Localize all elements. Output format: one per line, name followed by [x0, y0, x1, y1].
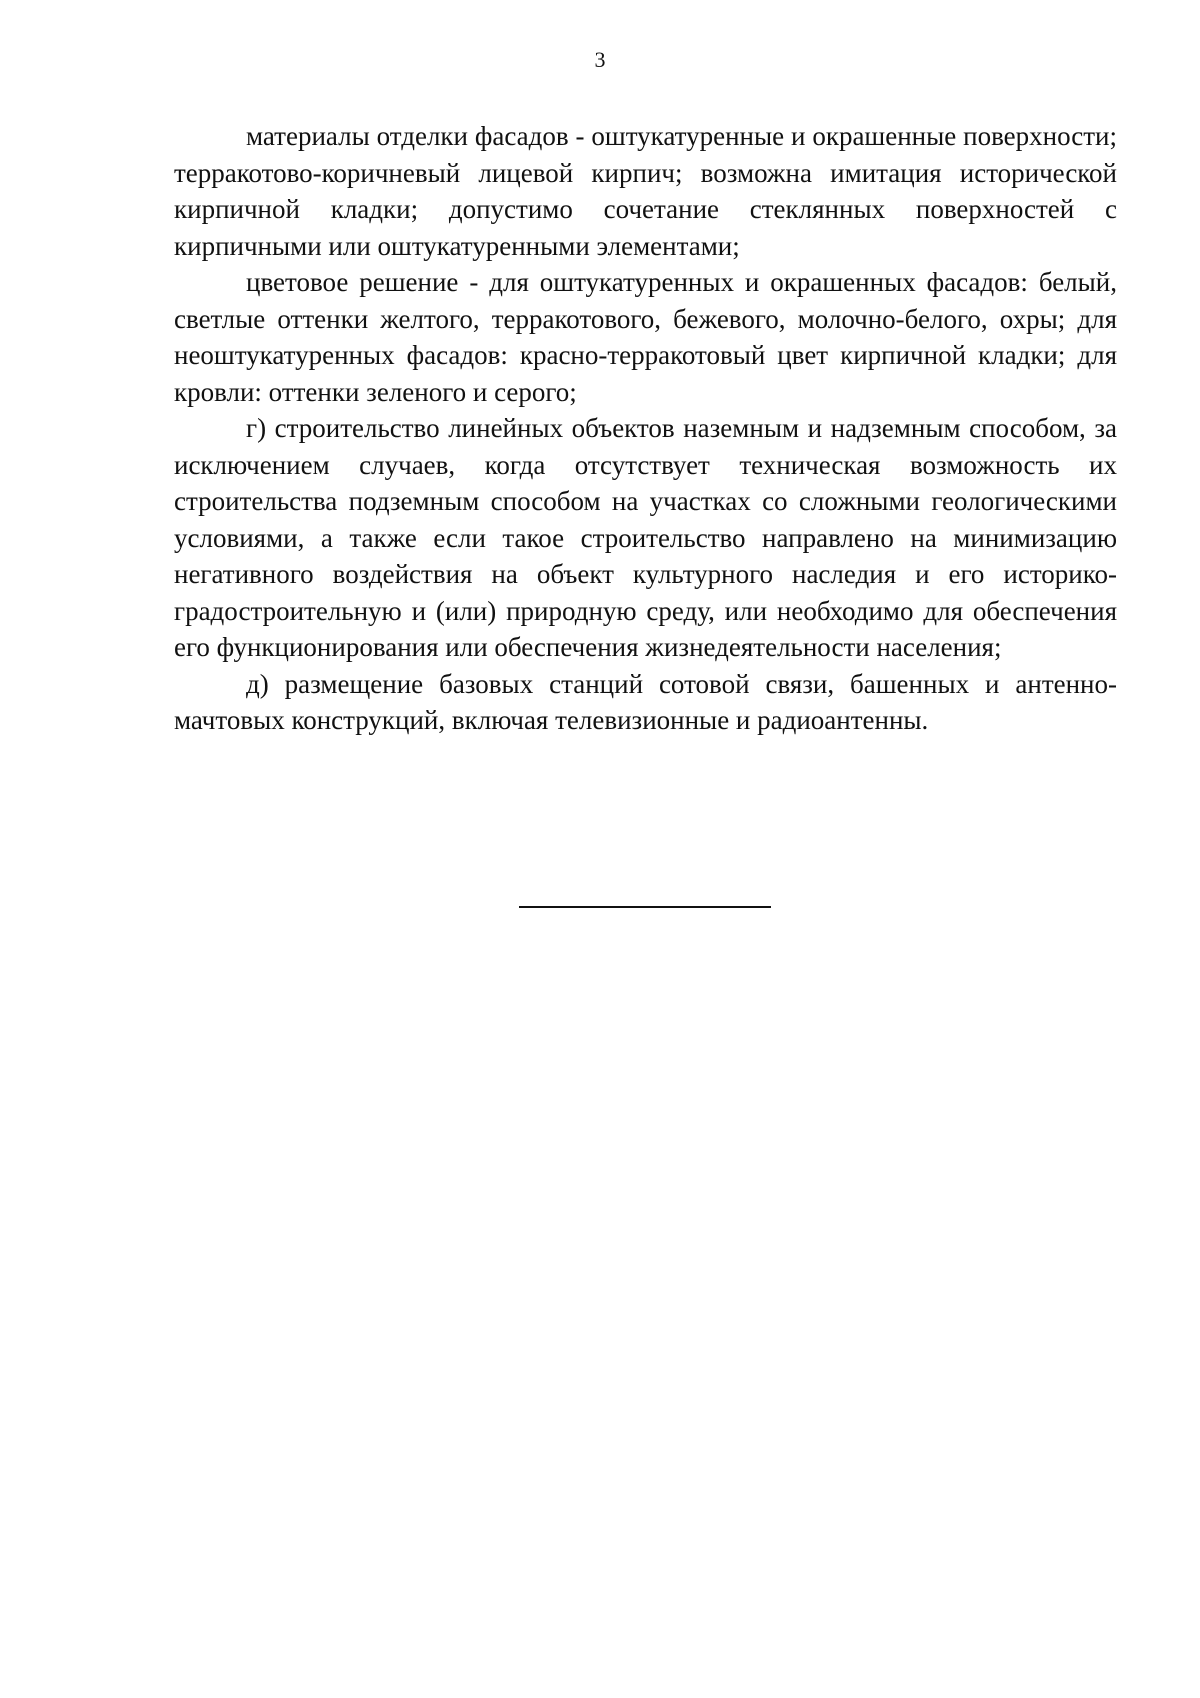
- paragraph-base-stations: д) размещение базовых станций сотовой связи, башенных и антенно-мачтовых конструкций, включая телевизионные и радиоантенны.: [174, 668, 1117, 735]
- paragraph-color-solution: цветовое решение - для оштукатуренных и окрашенных фасадов: белый, светлые оттенки желтого, терракотового, бежевого, молочно-белого, охры; для неоштукатуренных фасадов: красно-терракотовый цвет кирпичной кладки; для кровли: оттенки зеленого и серого;: [174, 267, 1117, 407]
- paragraph-facade-materials: материалы отделки фасадов - оштукатуренные и окрашенные поверхности; терракотово-коричневый лицевой кирпич; возможна имитация исторической кирпичной кладки; допустимо сочетание стеклянных поверхностей с кирпичными или оштукатуренными элементами;: [174, 121, 1117, 261]
- end-divider: [519, 906, 771, 908]
- paragraph-linear-objects: г) строительство линейных объектов наземным и надземным способом, за исключением случаев, когда отсутствует техническая возможность их строительства подземным способом на участках со сложными геологическими условиями, а также если такое строительство направлено на минимизацию негативного воздействия на объект культурного наследия и его историко-градостроительную и (или) природную среду, или необходимо для обеспечения его функционирования или обеспечения жизнедеятельности населения;: [174, 413, 1117, 662]
- document-body: [174, 118, 1117, 739]
- page-number: 3: [594, 47, 606, 72]
